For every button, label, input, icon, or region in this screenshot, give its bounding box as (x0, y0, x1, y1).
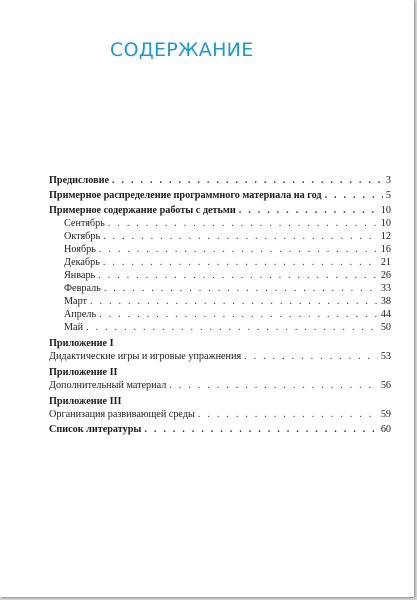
dot-leader (99, 308, 378, 321)
toc-entry-title: Март (64, 296, 87, 307)
toc-entry-page: 53 (380, 351, 391, 362)
dot-leader (103, 230, 378, 243)
dot-leader (98, 269, 378, 282)
toc-entry-title: Предисловие (49, 175, 109, 186)
toc-entry-title: Ноябрь (64, 244, 96, 255)
toc-entry-bibliography (49, 423, 391, 436)
toc-entry-month (49, 217, 391, 230)
dot-leader (90, 295, 378, 308)
toc-entry-title: Приложение II (49, 367, 118, 378)
dot-leader (198, 408, 378, 421)
toc-entry-month (49, 256, 391, 269)
toc-entry-distribution (49, 189, 391, 202)
dot-leader (108, 217, 378, 230)
dot-leader (103, 256, 378, 269)
toc-entry-extra-material (49, 379, 391, 392)
toc-entry-month (49, 230, 391, 243)
toc-entry-month (49, 282, 391, 295)
toc-entry-title: Организация развивающей среды (49, 409, 195, 420)
toc-entry-page: 10 (380, 205, 391, 216)
toc-entry-page: 56 (380, 380, 391, 391)
toc-entry-title: Октябрь (64, 231, 101, 242)
toc-entry-page: 60 (380, 424, 391, 435)
dot-leader (99, 243, 378, 256)
toc-entry-appendix-3 (49, 395, 391, 408)
toc-entry-title: Список литературы (49, 424, 142, 435)
toc-entry-environment (49, 408, 391, 421)
dot-leader (169, 379, 378, 392)
toc-entry-title: Декабрь (64, 257, 100, 268)
table-of-contents (49, 174, 391, 436)
toc-entry-appendix-2 (49, 366, 391, 379)
toc-entry-title: Май (64, 322, 84, 333)
toc-entry-page: 59 (380, 409, 391, 420)
toc-entry-appendix-1 (49, 337, 391, 350)
dot-leader (239, 204, 378, 217)
toc-entry-preface (49, 174, 391, 187)
toc-entry-title: Дополнительный материал (49, 380, 167, 391)
toc-entry-month (49, 269, 391, 282)
toc-entry-page: 44 (380, 309, 391, 320)
toc-entry-month (49, 308, 391, 321)
dot-leader (244, 350, 378, 363)
toc-entry-title: Примерное содержание работы с детьми (49, 205, 236, 216)
dot-leader (86, 321, 378, 334)
toc-entry-title: Сентябрь (64, 218, 105, 229)
dot-leader (112, 174, 383, 187)
toc-entry-work-content (49, 204, 391, 217)
toc-entry-title: Приложение III (49, 396, 122, 407)
toc-entry-page: 3 (385, 175, 391, 186)
dot-leader (325, 189, 383, 202)
page-heading: СОДЕРЖАНИЕ (110, 39, 254, 61)
toc-entry-month (49, 243, 391, 256)
toc-entry-title: Приложение I (49, 338, 114, 349)
toc-entry-title: Апрель (64, 309, 97, 320)
toc-entry-title: Дидактические игры и игровые упражнения (49, 351, 242, 362)
toc-entry-page: 50 (380, 322, 391, 333)
toc-entry-title: Февраль (64, 283, 101, 294)
toc-entry-page: 12 (380, 231, 391, 242)
dot-leader (144, 423, 377, 436)
toc-entry-page: 33 (380, 283, 391, 294)
toc-entry-page: 10 (380, 218, 391, 229)
toc-entry-page: 38 (380, 296, 391, 307)
dot-leader (104, 282, 378, 295)
toc-entry-page: 21 (380, 257, 391, 268)
toc-entry-page: 5 (385, 190, 391, 201)
toc-entry-page: 16 (380, 244, 391, 255)
toc-entry-title: Примерное распределение программного материала на год (49, 190, 322, 201)
toc-entry-page: 26 (380, 270, 391, 281)
toc-entry-month (49, 295, 391, 308)
toc-entry-didactic-games (49, 350, 391, 363)
toc-entry-month (49, 321, 391, 334)
toc-entry-title: Январь (64, 270, 96, 281)
